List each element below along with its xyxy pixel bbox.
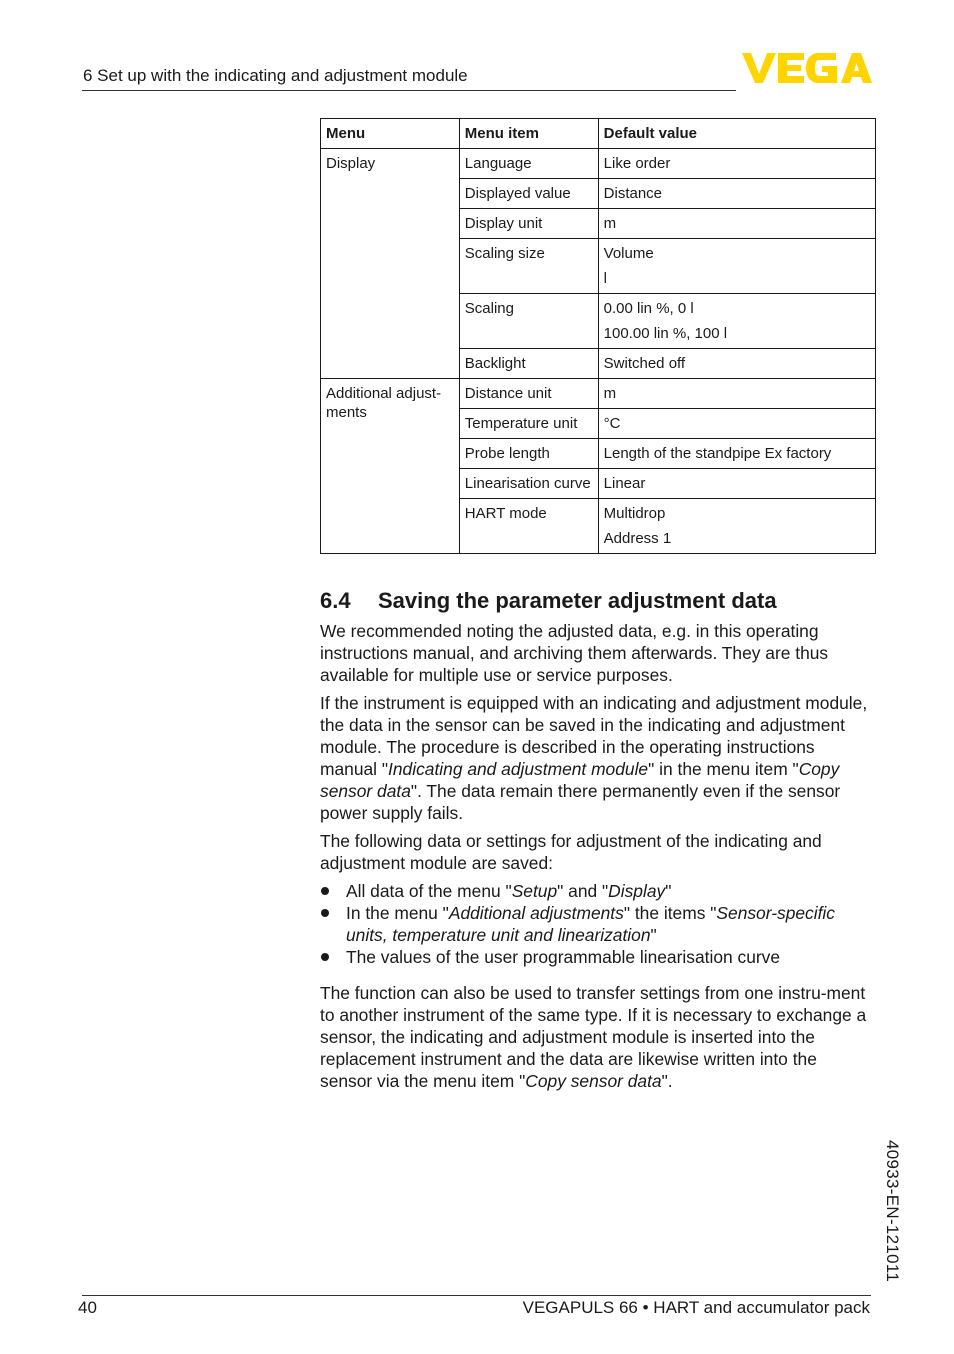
text-run: ". bbox=[661, 1071, 673, 1091]
section-number: 6.4 bbox=[320, 588, 351, 613]
menu-item-cell: Distance unit bbox=[459, 379, 598, 409]
bullet-icon bbox=[321, 887, 329, 895]
emphasis-menu-item: Copy sensor data bbox=[320, 759, 840, 801]
menu-item-cell: Language bbox=[459, 149, 598, 179]
menu-item-cell: Scaling size bbox=[459, 239, 598, 294]
menu-cell-additional-adjustments: Additional adjust-ments bbox=[321, 379, 460, 554]
default-value-line: l bbox=[603, 270, 607, 287]
vega-logo-mark bbox=[742, 53, 872, 83]
section-body bbox=[320, 620, 872, 1098]
emphasis-menu: Setup bbox=[511, 881, 558, 901]
emphasis-menu: Additional adjustments bbox=[448, 903, 624, 923]
list-item bbox=[320, 880, 872, 902]
page-number: 40 bbox=[78, 1298, 97, 1317]
text-run: ". The data remain there permanently even if the sensor power supply fails. bbox=[320, 781, 841, 823]
emphasis-items: Sensor-specific units, temperature unit and linearization bbox=[346, 903, 835, 945]
text-run: " in the menu item " bbox=[648, 759, 799, 779]
text-run: " bbox=[665, 881, 672, 901]
table-row bbox=[321, 149, 876, 179]
default-value-cell: Length of the standpipe Ex factory bbox=[598, 439, 875, 469]
section-title: Saving the parameter adjustment data bbox=[378, 588, 777, 613]
bullet-icon bbox=[321, 953, 329, 961]
paragraph-transfer-settings bbox=[320, 982, 872, 1092]
default-value-cell bbox=[598, 294, 875, 349]
text-run: In the menu " bbox=[346, 903, 449, 923]
column-header-menu: Menu bbox=[321, 119, 460, 149]
paragraph-saving-procedure bbox=[320, 692, 872, 824]
bullet-icon bbox=[321, 909, 329, 917]
document-code: 40933-EN-121011 bbox=[883, 1140, 902, 1283]
paragraph-saved-data-intro: The following data or settings for adjustment of the indicating and adjustment module are saved: bbox=[320, 831, 822, 873]
default-value-cell: Linear bbox=[598, 469, 875, 499]
default-value-cell bbox=[598, 239, 875, 294]
default-value-line: 100.00 lin %, 100 l bbox=[603, 325, 728, 342]
footer-divider bbox=[82, 1295, 871, 1296]
text-run: The values of the user programmable linearisation curve bbox=[346, 947, 781, 967]
list-item bbox=[320, 902, 872, 946]
menu-item-cell: Linearisation curve bbox=[459, 469, 598, 499]
default-value-cell: m bbox=[598, 379, 875, 409]
default-value-cell: Like order bbox=[598, 149, 875, 179]
default-value-line: Volume bbox=[603, 245, 654, 262]
product-name: VEGAPULS 66 • HART and accumulator pack bbox=[522, 1298, 870, 1317]
list-item bbox=[320, 946, 872, 968]
default-value-cell bbox=[598, 499, 875, 554]
default-value-cell: Distance bbox=[598, 179, 875, 209]
text-run: If the instrument is equipped with an indicating and adjustment module, the data in the sensor can be saved in the indicating and adjustment module. The procedure is described in the operating instructions manual " bbox=[320, 693, 868, 779]
text-run: " and " bbox=[557, 881, 609, 901]
default-value-cell: m bbox=[598, 209, 875, 239]
saved-data-list bbox=[320, 880, 872, 968]
menu-item-cell: HART mode bbox=[459, 499, 598, 554]
text-run: " bbox=[650, 925, 657, 945]
column-header-menu-item: Menu item bbox=[459, 119, 598, 149]
menu-item-cell: Backlight bbox=[459, 349, 598, 379]
default-value-line: Address 1 bbox=[603, 530, 672, 547]
text-run: The function can also be used to transfer settings from one instru-ment to another instrument of the same type. If it is necessary to exchange a sensor, the indicating and adjustment module is inserted into the replacement instrument and the data are likewise written into the sensor via the menu item " bbox=[320, 983, 867, 1091]
text-run: All data of the menu " bbox=[346, 881, 512, 901]
emphasis-menu-item: Copy sensor data bbox=[525, 1071, 662, 1091]
text-run: " the items " bbox=[623, 903, 717, 923]
menu-item-cell: Probe length bbox=[459, 439, 598, 469]
menu-item-cell: Display unit bbox=[459, 209, 598, 239]
table-row bbox=[321, 379, 876, 409]
menu-item-cell: Scaling bbox=[459, 294, 598, 349]
default-values-table bbox=[320, 118, 876, 554]
emphasis-menu: Display bbox=[608, 881, 666, 901]
emphasis-manual-title: Indicating and adjustment module bbox=[388, 759, 649, 779]
vega-logo bbox=[742, 52, 872, 84]
menu-item-cell: Displayed value bbox=[459, 179, 598, 209]
menu-item-cell: Temperature unit bbox=[459, 409, 598, 439]
default-value-line: Multidrop bbox=[603, 505, 666, 522]
default-value-cell: °C bbox=[598, 409, 875, 439]
table-header-row bbox=[321, 119, 876, 149]
menu-cell-display: Display bbox=[321, 149, 460, 379]
default-value-cell: Switched off bbox=[598, 349, 875, 379]
chapter-title: 6 Set up with the indicating and adjustment module bbox=[83, 66, 468, 85]
column-header-default-value: Default value bbox=[598, 119, 875, 149]
paragraph-recommendation: We recommended noting the adjusted data, e.g. in this operating instructions manual, and archiving them afterwards. They are thus available for multiple use or service purposes. bbox=[320, 621, 829, 685]
default-value-line: 0.00 lin %, 0 l bbox=[603, 300, 694, 317]
section-heading bbox=[320, 588, 777, 614]
header-divider bbox=[82, 90, 736, 91]
